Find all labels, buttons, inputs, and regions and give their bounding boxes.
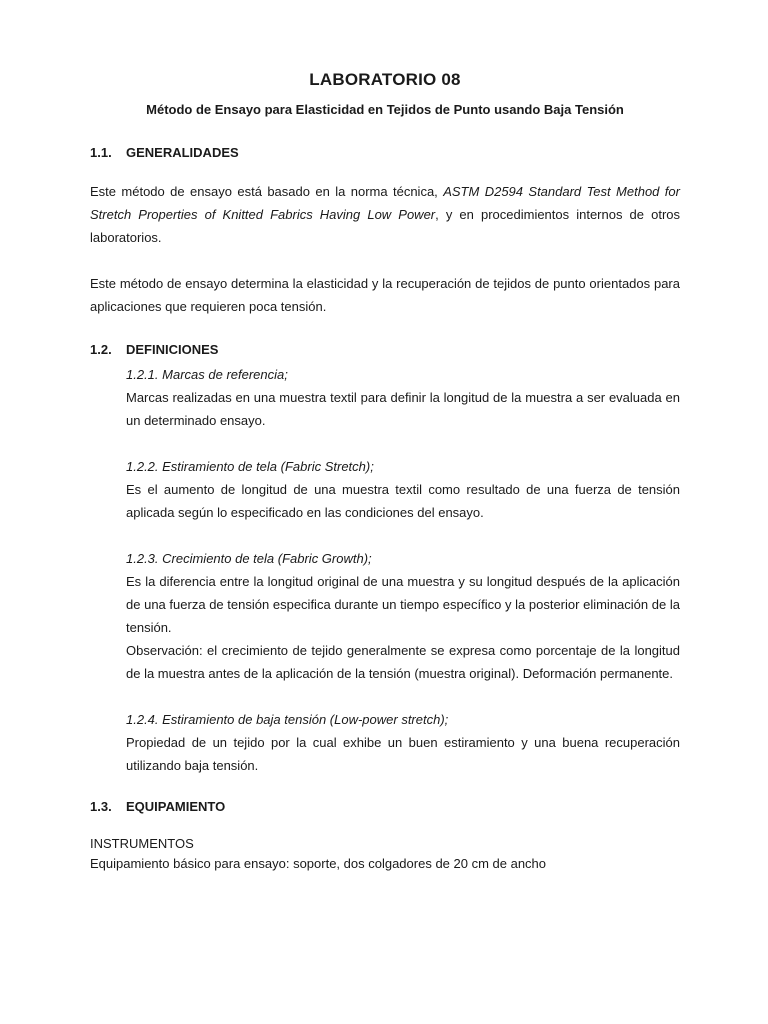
section-number: 1.1. [90, 145, 112, 160]
section-title: GENERALIDADES [126, 145, 239, 160]
definition-item [126, 708, 680, 777]
definition-heading: 1.2.1. Marcas de referencia; [126, 367, 288, 382]
standard-reference: ASTM D2594 Standard Test Method for Stretch Properties of Knitted Fabrics Having Low Power [90, 184, 680, 222]
section-heading-definiciones [90, 342, 680, 357]
paragraph-text: , y en procedimientos internos de otros laboratorios. [90, 207, 680, 245]
paragraph-text: Este método de ensayo está basado en la norma técnica, [90, 184, 444, 199]
definition-text: Es el aumento de longitud de una muestra textil como resultado de una fuerza de tensión aplicada según lo especificado en las condiciones del ensayo. [126, 482, 680, 520]
document-title: LABORATORIO 08 [309, 70, 461, 89]
section-heading-equipamiento [90, 799, 680, 814]
definition-text: Propiedad de un tejido por la cual exhibe un buen estiramiento y una buena recuperación utilizando baja tensión. [126, 735, 680, 773]
document-subtitle: Método de Ensayo para Elasticidad en Tejidos de Punto usando Baja Tensión [146, 102, 624, 117]
definition-heading: 1.2.2. Estiramiento de tela (Fabric Stretch); [126, 459, 374, 474]
definition-item [126, 547, 680, 685]
paragraph-scope: Este método de ensayo determina la elasticidad y la recuperación de tejidos de punto orientados para aplicaciones que requieren poca tensión. [90, 276, 680, 314]
section-heading-generalidades [90, 145, 680, 160]
section-number: 1.3. [90, 799, 112, 814]
definition-item [126, 363, 680, 432]
definition-note: Observación: el crecimiento de tejido generalmente se expresa como porcentaje de la longitud de la muestra antes de la aplicación de la tensión (muestra original). Deformación permanente. [126, 643, 680, 681]
section-number: 1.2. [90, 342, 112, 357]
paragraph-norma [90, 180, 680, 249]
definition-text: Marcas realizadas en una muestra textil para definir la longitud de la muestra a ser evaluada en un determinado ensayo. [126, 390, 680, 428]
equipment-text: Equipamiento básico para ensayo: soporte, dos colgadores de 20 cm de ancho [90, 856, 547, 871]
definition-item [126, 455, 680, 524]
instruments-subtitle: INSTRUMENTOS [90, 836, 194, 851]
definition-heading: 1.2.3. Crecimiento de tela (Fabric Growth); [126, 551, 372, 566]
section-title: EQUIPAMIENTO [126, 799, 226, 814]
definition-heading: 1.2.4. Estiramiento de baja tensión (Low-power stretch); [126, 712, 449, 727]
section-title: DEFINICIONES [126, 342, 219, 357]
definition-text: Es la diferencia entre la longitud original de una muestra y su longitud después de la aplicación de una fuerza de tensión especifica durante un tiempo específico y la posterior eliminación de la tensión. [126, 574, 680, 635]
